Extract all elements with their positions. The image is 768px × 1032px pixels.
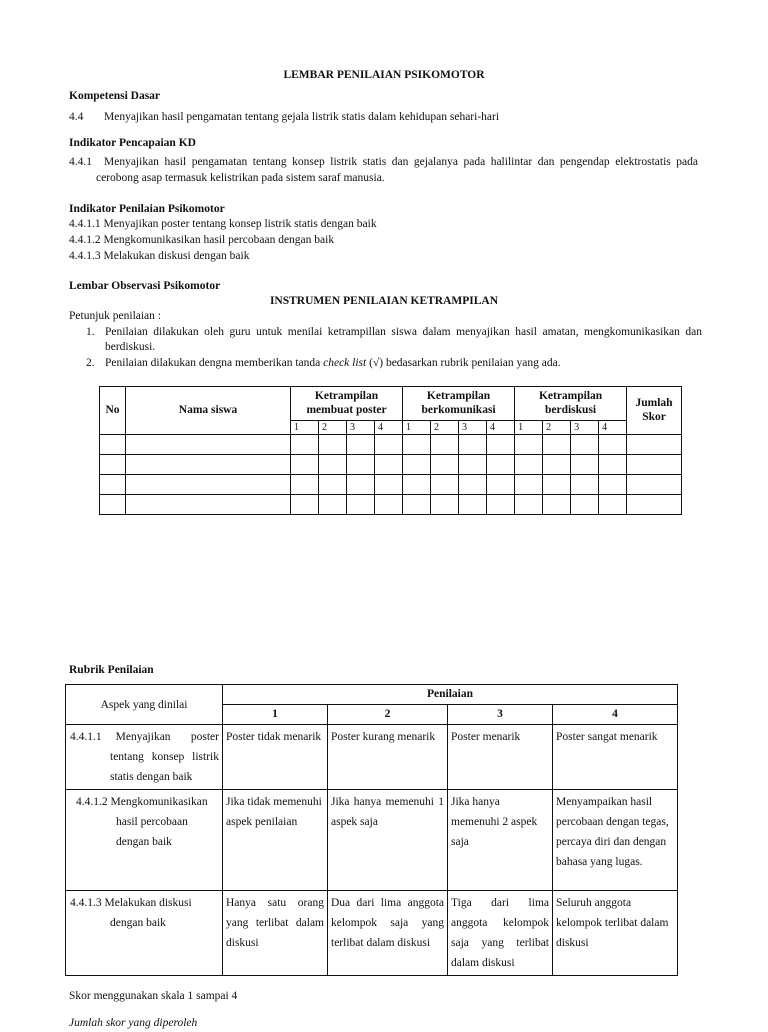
rubrik-cell: Seluruh anggota kelompok terlibat dalam diskusi <box>553 891 678 976</box>
score-label: 1 <box>515 421 543 435</box>
rubrik-cell: Poster tidak menarik <box>223 725 328 790</box>
observasi-heading: Lembar Observasi Psikomotor <box>69 280 221 292</box>
ipk-text-line1: Menyajikan hasil pengamatan tentang konsep listrik statis dan gejalanya pada halilintar dan pengendap elektrostatis pada <box>104 156 698 168</box>
petunjuk-2-text: Penilaian dilakukan dengna memberikan tanda check list (√) bedasarkan rubrik penilaian yang ada. <box>105 357 561 369</box>
score-label: 3 <box>571 421 599 435</box>
table-row <box>100 495 682 515</box>
rubrik-aspek: 4.4.1.3 Melakukan diskusi dengan baik <box>66 891 223 976</box>
level-label: 4 <box>553 705 678 725</box>
score-label: 4 <box>487 421 515 435</box>
col-jumlah-skor: Jumlah Skor <box>627 387 682 435</box>
score-label: 4 <box>375 421 403 435</box>
level-label: 2 <box>328 705 448 725</box>
kd-heading: Kompetensi Dasar <box>69 90 161 102</box>
petunjuk-1-line2: berdiskusi. <box>105 341 156 353</box>
petunjuk-label: Petunjuk penilaian : <box>69 310 161 322</box>
ipk-number: 4.4.1 <box>69 156 92 168</box>
ips-heading: Indikator Penilaian Psikomotor <box>69 203 225 215</box>
rubrik-row <box>66 790 678 891</box>
rubrik-row <box>66 725 678 790</box>
score-label: 2 <box>319 421 347 435</box>
rubrik-cell: Poster kurang menarik <box>328 725 448 790</box>
rubrik-heading: Rubrik Penilaian <box>69 664 154 676</box>
score-label: 3 <box>459 421 487 435</box>
score-label: 3 <box>347 421 375 435</box>
score-label: 1 <box>403 421 431 435</box>
rubrik-cell: Poster menarik <box>448 725 553 790</box>
kd-number: 4.4 <box>69 111 84 123</box>
kd-text: Menyajikan hasil pengamatan tentang gejala listrik statis dalam kehidupan sehari-hari <box>104 111 500 123</box>
rubrik-aspek: 4.4.1.1 Menyajikan poster tentang konsep listrik statis dengan baik <box>66 725 223 790</box>
rubrik-cell: Menyampaikan hasil percobaan dengan tegas, percaya diri dan dengan bahasa yang lugas. <box>553 790 678 891</box>
rubrik-cell: Dua dari lima anggota kelompok saja yang terlibat dalam diskusi <box>328 891 448 976</box>
petunjuk-1-number: 1. <box>86 326 95 338</box>
rubrik-cell: Jika hanya memenuhi 1 aspek saja <box>328 790 448 891</box>
table-row <box>100 455 682 475</box>
petunjuk-1-line1: Penilaian dilakukan oleh guru untuk menilai ketrampillan siswa dalam menyajikan hasil amatan, mengkomunikasikan dan <box>105 326 702 338</box>
footer-text-cut: Jumlah skor yang diperoleh <box>69 1017 198 1029</box>
col-nama-siswa: Nama siswa <box>126 387 291 435</box>
rubrik-aspek: 4.4.1.2 Mengkomunikasikan hasil percobaan dengan baik <box>66 790 223 891</box>
col-penilaian: Penilaian <box>223 685 678 705</box>
level-label: 1 <box>223 705 328 725</box>
rubrik-cell: Tiga dari lima anggota kelompok saja yang terlibat dalam diskusi <box>448 891 553 976</box>
rubrik-cell: Poster sangat menarik <box>553 725 678 790</box>
col-ketrampilan-poster: Ketrampilan membuat poster <box>291 387 403 421</box>
instrumen-title: INSTRUMEN PENILAIAN KETRAMPILAN <box>269 295 499 307</box>
rubrik-table <box>65 684 678 976</box>
ips-item: 4.4.1.1 Menyajikan poster tentang konsep listrik statis dengan baik <box>69 218 377 230</box>
table-row <box>100 475 682 495</box>
rubrik-row <box>66 891 678 976</box>
observation-table <box>99 386 682 515</box>
rubrik-cell: Jika hanya memenuhi 2 aspek saja <box>448 790 553 891</box>
table-row <box>100 435 682 455</box>
petunjuk-2-number: 2. <box>86 357 95 369</box>
ips-item: 4.4.1.3 Melakukan diskusi dengan baik <box>69 250 250 262</box>
score-label: 4 <box>599 421 627 435</box>
score-label: 2 <box>543 421 571 435</box>
level-label: 3 <box>448 705 553 725</box>
ipk-heading: Indikator Pencapaian KD <box>69 137 196 149</box>
ips-item: 4.4.1.2 Mengkomunikasikan hasil percobaan dengan baik <box>69 234 335 246</box>
page-title: LEMBAR PENILAIAN PSIKOMOTOR <box>283 69 485 81</box>
col-ketrampilan-komunikasi: Ketrampilan berkomunikasi <box>403 387 515 421</box>
col-ketrampilan-diskusi: Ketrampilan berdiskusi <box>515 387 627 421</box>
skala-note: Skor menggunakan skala 1 sampai 4 <box>69 990 238 1002</box>
score-label: 1 <box>291 421 319 435</box>
score-label: 2 <box>431 421 459 435</box>
col-no: No <box>100 387 126 435</box>
ipk-text-line2: cerobong asap termasuk kelistrikan pada sistem saraf manusia. <box>96 172 385 184</box>
rubrik-cell: Jika tidak memenuhi aspek penilaian <box>223 790 328 891</box>
rubrik-cell: Hanya satu orang yang terlibat dalam diskusi <box>223 891 328 976</box>
col-aspek: Aspek yang dinilai <box>66 685 223 725</box>
